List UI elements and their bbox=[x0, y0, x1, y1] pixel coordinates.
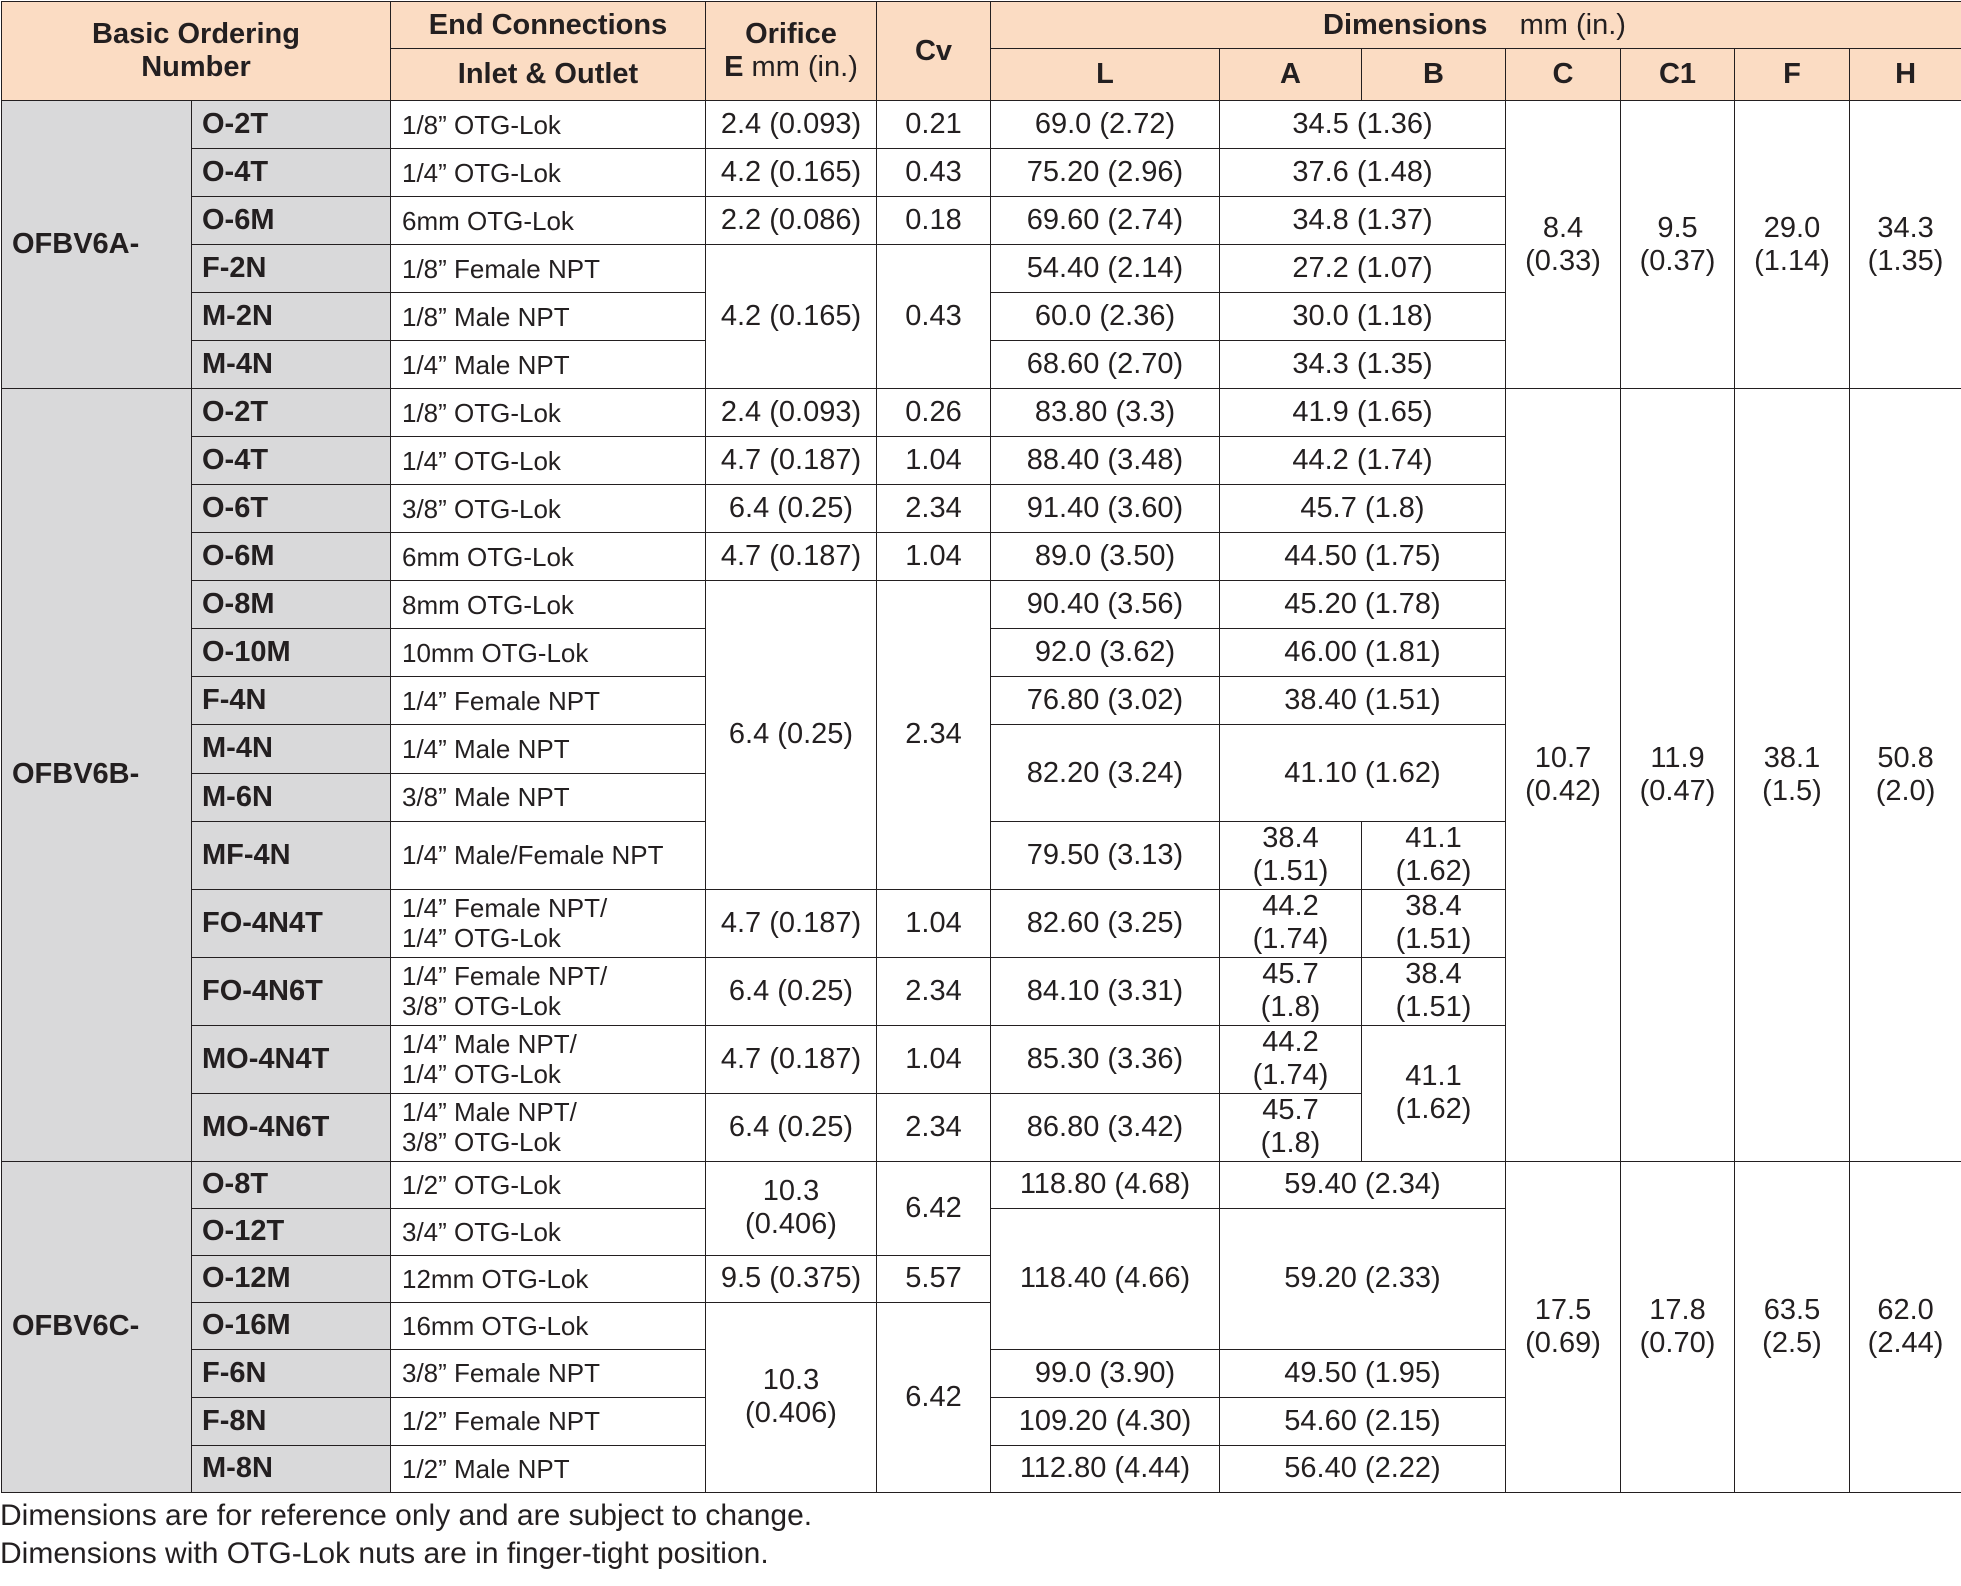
l-cell: 82.20 (3.24) bbox=[991, 725, 1220, 821]
ab-cell: 41.9 (1.65) bbox=[1220, 389, 1506, 437]
l-cell: 118.80 (4.68) bbox=[991, 1161, 1220, 1208]
footnote: Dimensions with OTG-Lok nuts are in finger-tight position. bbox=[0, 1537, 769, 1570]
header-col-c: C bbox=[1506, 49, 1621, 101]
table-row bbox=[2, 101, 1961, 149]
h-cell: 50.8 (2.0) bbox=[1850, 389, 1961, 1161]
cv-cell: 6.42 bbox=[877, 1302, 991, 1492]
dimensions-table bbox=[1, 1, 1961, 1493]
header-basic-ordering-number: Basic Ordering Number bbox=[2, 2, 391, 101]
suffix-cell: FO-4N4T bbox=[192, 889, 391, 957]
orifice-cell: 6.4 (0.25) bbox=[706, 485, 877, 533]
l-cell: 112.80 (4.44) bbox=[991, 1445, 1220, 1492]
cv-cell: 1.04 bbox=[877, 1025, 991, 1093]
cv-cell: 0.26 bbox=[877, 389, 991, 437]
ab-cell: 34.5 (1.36) bbox=[1220, 101, 1506, 149]
connection-cell: 6mm OTG-Lok bbox=[391, 197, 706, 245]
suffix-cell: M-6N bbox=[192, 773, 391, 821]
connection-cell: 1/4” Female NPT bbox=[391, 677, 706, 725]
header-inlet-outlet: Inlet & Outlet bbox=[391, 49, 706, 101]
suffix-cell: O-8T bbox=[192, 1161, 391, 1208]
suffix-cell: F-6N bbox=[192, 1349, 391, 1397]
suffix-cell: O-8M bbox=[192, 581, 391, 629]
orifice-cell: 6.4 (0.25) bbox=[706, 957, 877, 1025]
l-cell: 60.0 (2.36) bbox=[991, 293, 1220, 341]
ab-cell: 41.10 (1.62) bbox=[1220, 725, 1506, 821]
suffix-cell: M-4N bbox=[192, 725, 391, 773]
header-col-l: L bbox=[991, 49, 1220, 101]
suffix-cell: O-16M bbox=[192, 1302, 391, 1349]
l-cell: 75.20 (2.96) bbox=[991, 149, 1220, 197]
suffix-cell: O-6M bbox=[192, 533, 391, 581]
connection-cell: 1/2” OTG-Lok bbox=[391, 1161, 706, 1208]
connection-cell: 1/8” Male NPT bbox=[391, 293, 706, 341]
a-cell: 38.4 (1.51) bbox=[1220, 821, 1362, 889]
cv-cell: 0.18 bbox=[877, 197, 991, 245]
group-label: OFBV6A- bbox=[2, 101, 192, 389]
ab-cell: 45.7 (1.8) bbox=[1220, 485, 1506, 533]
connection-cell: 1/8” OTG-Lok bbox=[391, 389, 706, 437]
cv-cell: 2.34 bbox=[877, 957, 991, 1025]
suffix-cell: FO-4N6T bbox=[192, 957, 391, 1025]
ab-cell: 34.8 (1.37) bbox=[1220, 197, 1506, 245]
header-col-b: B bbox=[1362, 49, 1506, 101]
a-cell: 44.2 (1.74) bbox=[1220, 1025, 1362, 1093]
l-cell: 91.40 (3.60) bbox=[991, 485, 1220, 533]
l-cell: 79.50 (3.13) bbox=[991, 821, 1220, 889]
l-cell: 69.60 (2.74) bbox=[991, 197, 1220, 245]
c1-cell: 17.8 (0.70) bbox=[1621, 1161, 1735, 1492]
h-cell: 34.3 (1.35) bbox=[1850, 101, 1961, 389]
table-row bbox=[2, 389, 1961, 437]
connection-cell: 1/4” Male NPT/ 1/4” OTG-Lok bbox=[391, 1025, 706, 1093]
f-cell: 29.0 (1.14) bbox=[1735, 101, 1850, 389]
ab-cell: 34.3 (1.35) bbox=[1220, 341, 1506, 389]
ab-cell: 59.20 (2.33) bbox=[1220, 1208, 1506, 1349]
cv-cell: 1.04 bbox=[877, 533, 991, 581]
ab-cell: 44.50 (1.75) bbox=[1220, 533, 1506, 581]
cv-cell: 5.57 bbox=[877, 1255, 991, 1302]
cv-cell: 1.04 bbox=[877, 889, 991, 957]
f-cell: 38.1 (1.5) bbox=[1735, 389, 1850, 1161]
c1-cell: 11.9 (0.47) bbox=[1621, 389, 1735, 1161]
l-cell: 83.80 (3.3) bbox=[991, 389, 1220, 437]
c-cell: 8.4 (0.33) bbox=[1506, 101, 1621, 389]
l-cell: 109.20 (4.30) bbox=[991, 1397, 1220, 1445]
footnote: Dimensions are for reference only and are subject to change. bbox=[0, 1499, 813, 1532]
suffix-cell: O-4T bbox=[192, 149, 391, 197]
connection-cell: 1/2” Male NPT bbox=[391, 1445, 706, 1492]
l-cell: 85.30 (3.36) bbox=[991, 1025, 1220, 1093]
suffix-cell: O-12M bbox=[192, 1255, 391, 1302]
suffix-cell: MF-4N bbox=[192, 821, 391, 889]
c-cell: 10.7 (0.42) bbox=[1506, 389, 1621, 1161]
connection-cell: 10mm OTG-Lok bbox=[391, 629, 706, 677]
connection-cell: 3/8” OTG-Lok bbox=[391, 485, 706, 533]
suffix-cell: O-12T bbox=[192, 1208, 391, 1255]
l-cell: 89.0 (3.50) bbox=[991, 533, 1220, 581]
orifice-cell: 9.5 (0.375) bbox=[706, 1255, 877, 1302]
ab-cell: 38.40 (1.51) bbox=[1220, 677, 1506, 725]
connection-cell: 1/4” Male NPT bbox=[391, 725, 706, 773]
ab-cell: 27.2 (1.07) bbox=[1220, 245, 1506, 293]
ab-cell: 45.20 (1.78) bbox=[1220, 581, 1506, 629]
suffix-cell: MO-4N4T bbox=[192, 1025, 391, 1093]
connection-cell: 1/2” Female NPT bbox=[391, 1397, 706, 1445]
connection-cell: 1/4” Male NPT bbox=[391, 341, 706, 389]
ab-cell: 56.40 (2.22) bbox=[1220, 1445, 1506, 1492]
ab-cell: 59.40 (2.34) bbox=[1220, 1161, 1506, 1208]
suffix-cell: M-4N bbox=[192, 341, 391, 389]
c-cell: 17.5 (0.69) bbox=[1506, 1161, 1621, 1492]
l-cell: 99.0 (3.90) bbox=[991, 1349, 1220, 1397]
connection-cell: 1/4” Female NPT/ 3/8” OTG-Lok bbox=[391, 957, 706, 1025]
cv-cell: 2.34 bbox=[877, 581, 991, 889]
suffix-cell: M-2N bbox=[192, 293, 391, 341]
h-cell: 62.0 (2.44) bbox=[1850, 1161, 1961, 1492]
b-cell: 38.4 (1.51) bbox=[1362, 889, 1506, 957]
l-cell: 76.80 (3.02) bbox=[991, 677, 1220, 725]
l-cell: 54.40 (2.14) bbox=[991, 245, 1220, 293]
connection-cell: 16mm OTG-Lok bbox=[391, 1302, 706, 1349]
ab-cell: 44.2 (1.74) bbox=[1220, 437, 1506, 485]
suffix-cell: O-4T bbox=[192, 437, 391, 485]
cv-cell: 2.34 bbox=[877, 485, 991, 533]
connection-cell: 1/4” OTG-Lok bbox=[391, 149, 706, 197]
cv-cell: 0.43 bbox=[877, 245, 991, 389]
connection-cell: 3/8” Male NPT bbox=[391, 773, 706, 821]
suffix-cell: MO-4N6T bbox=[192, 1093, 391, 1161]
l-cell: 84.10 (3.31) bbox=[991, 957, 1220, 1025]
connection-cell: 1/8” Female NPT bbox=[391, 245, 706, 293]
suffix-cell: O-6M bbox=[192, 197, 391, 245]
b-cell: 38.4 (1.51) bbox=[1362, 957, 1506, 1025]
suffix-cell: F-8N bbox=[192, 1397, 391, 1445]
a-cell: 45.7 (1.8) bbox=[1220, 1093, 1362, 1161]
cv-cell: 0.21 bbox=[877, 101, 991, 149]
header-col-a: A bbox=[1220, 49, 1362, 101]
connection-cell: 3/4” OTG-Lok bbox=[391, 1208, 706, 1255]
a-cell: 45.7 (1.8) bbox=[1220, 957, 1362, 1025]
l-cell: 92.0 (3.62) bbox=[991, 629, 1220, 677]
cv-cell: 1.04 bbox=[877, 437, 991, 485]
header-orifice: Orifice E mm (in.) bbox=[706, 2, 877, 101]
header-col-h: H bbox=[1850, 49, 1961, 101]
l-cell: 82.60 (3.25) bbox=[991, 889, 1220, 957]
suffix-cell: O-10M bbox=[192, 629, 391, 677]
cv-cell: 0.43 bbox=[877, 149, 991, 197]
suffix-cell: F-4N bbox=[192, 677, 391, 725]
a-cell: 44.2 (1.74) bbox=[1220, 889, 1362, 957]
orifice-cell: 6.4 (0.25) bbox=[706, 1093, 877, 1161]
orifice-cell: 4.7 (0.187) bbox=[706, 437, 877, 485]
connection-cell: 1/8” OTG-Lok bbox=[391, 101, 706, 149]
group-label: OFBV6C- bbox=[2, 1161, 192, 1492]
header-col-c1: C1 bbox=[1621, 49, 1735, 101]
header-cv: Cv bbox=[877, 2, 991, 101]
orifice-cell: 2.4 (0.093) bbox=[706, 101, 877, 149]
orifice-cell: 2.4 (0.093) bbox=[706, 389, 877, 437]
orifice-cell: 4.2 (0.165) bbox=[706, 149, 877, 197]
footnotes bbox=[0, 1497, 812, 1573]
header-col-f: F bbox=[1735, 49, 1850, 101]
c1-cell: 9.5 (0.37) bbox=[1621, 101, 1735, 389]
connection-cell: 6mm OTG-Lok bbox=[391, 533, 706, 581]
suffix-cell: O-6T bbox=[192, 485, 391, 533]
connection-cell: 1/4” OTG-Lok bbox=[391, 437, 706, 485]
table-row bbox=[2, 1161, 1961, 1208]
cv-cell: 2.34 bbox=[877, 1093, 991, 1161]
l-cell: 88.40 (3.48) bbox=[991, 437, 1220, 485]
connection-cell: 1/4” Male NPT/ 3/8” OTG-Lok bbox=[391, 1093, 706, 1161]
orifice-cell: 4.7 (0.187) bbox=[706, 533, 877, 581]
suffix-cell: M-8N bbox=[192, 1445, 391, 1492]
l-cell: 86.80 (3.42) bbox=[991, 1093, 1220, 1161]
connection-cell: 8mm OTG-Lok bbox=[391, 581, 706, 629]
connection-cell: 1/4” Female NPT/ 1/4” OTG-Lok bbox=[391, 889, 706, 957]
connection-cell: 12mm OTG-Lok bbox=[391, 1255, 706, 1302]
group-label: OFBV6B- bbox=[2, 389, 192, 1161]
header-dimensions: Dimensions mm (in.) bbox=[991, 2, 1961, 49]
b-cell: 41.1 (1.62) bbox=[1362, 1025, 1506, 1161]
ab-cell: 37.6 (1.48) bbox=[1220, 149, 1506, 197]
cv-cell: 6.42 bbox=[877, 1161, 991, 1255]
ab-cell: 54.60 (2.15) bbox=[1220, 1397, 1506, 1445]
suffix-cell: O-2T bbox=[192, 389, 391, 437]
l-cell: 90.40 (3.56) bbox=[991, 581, 1220, 629]
orifice-cell: 4.7 (0.187) bbox=[706, 1025, 877, 1093]
orifice-cell: 6.4 (0.25) bbox=[706, 581, 877, 889]
orifice-cell: 2.2 (0.086) bbox=[706, 197, 877, 245]
l-cell: 69.0 (2.72) bbox=[991, 101, 1220, 149]
b-cell: 41.1 (1.62) bbox=[1362, 821, 1506, 889]
header-end-connections: End Connections bbox=[391, 2, 706, 49]
l-cell: 118.40 (4.66) bbox=[991, 1208, 1220, 1349]
orifice-cell: 10.3 (0.406) bbox=[706, 1302, 877, 1492]
f-cell: 63.5 (2.5) bbox=[1735, 1161, 1850, 1492]
orifice-cell: 10.3 (0.406) bbox=[706, 1161, 877, 1255]
suffix-cell: F-2N bbox=[192, 245, 391, 293]
suffix-cell: O-2T bbox=[192, 101, 391, 149]
ab-cell: 49.50 (1.95) bbox=[1220, 1349, 1506, 1397]
orifice-cell: 4.7 (0.187) bbox=[706, 889, 877, 957]
orifice-cell: 4.2 (0.165) bbox=[706, 245, 877, 389]
connection-cell: 3/8” Female NPT bbox=[391, 1349, 706, 1397]
ab-cell: 46.00 (1.81) bbox=[1220, 629, 1506, 677]
connection-cell: 1/4” Male/Female NPT bbox=[391, 821, 706, 889]
l-cell: 68.60 (2.70) bbox=[991, 341, 1220, 389]
ab-cell: 30.0 (1.18) bbox=[1220, 293, 1506, 341]
